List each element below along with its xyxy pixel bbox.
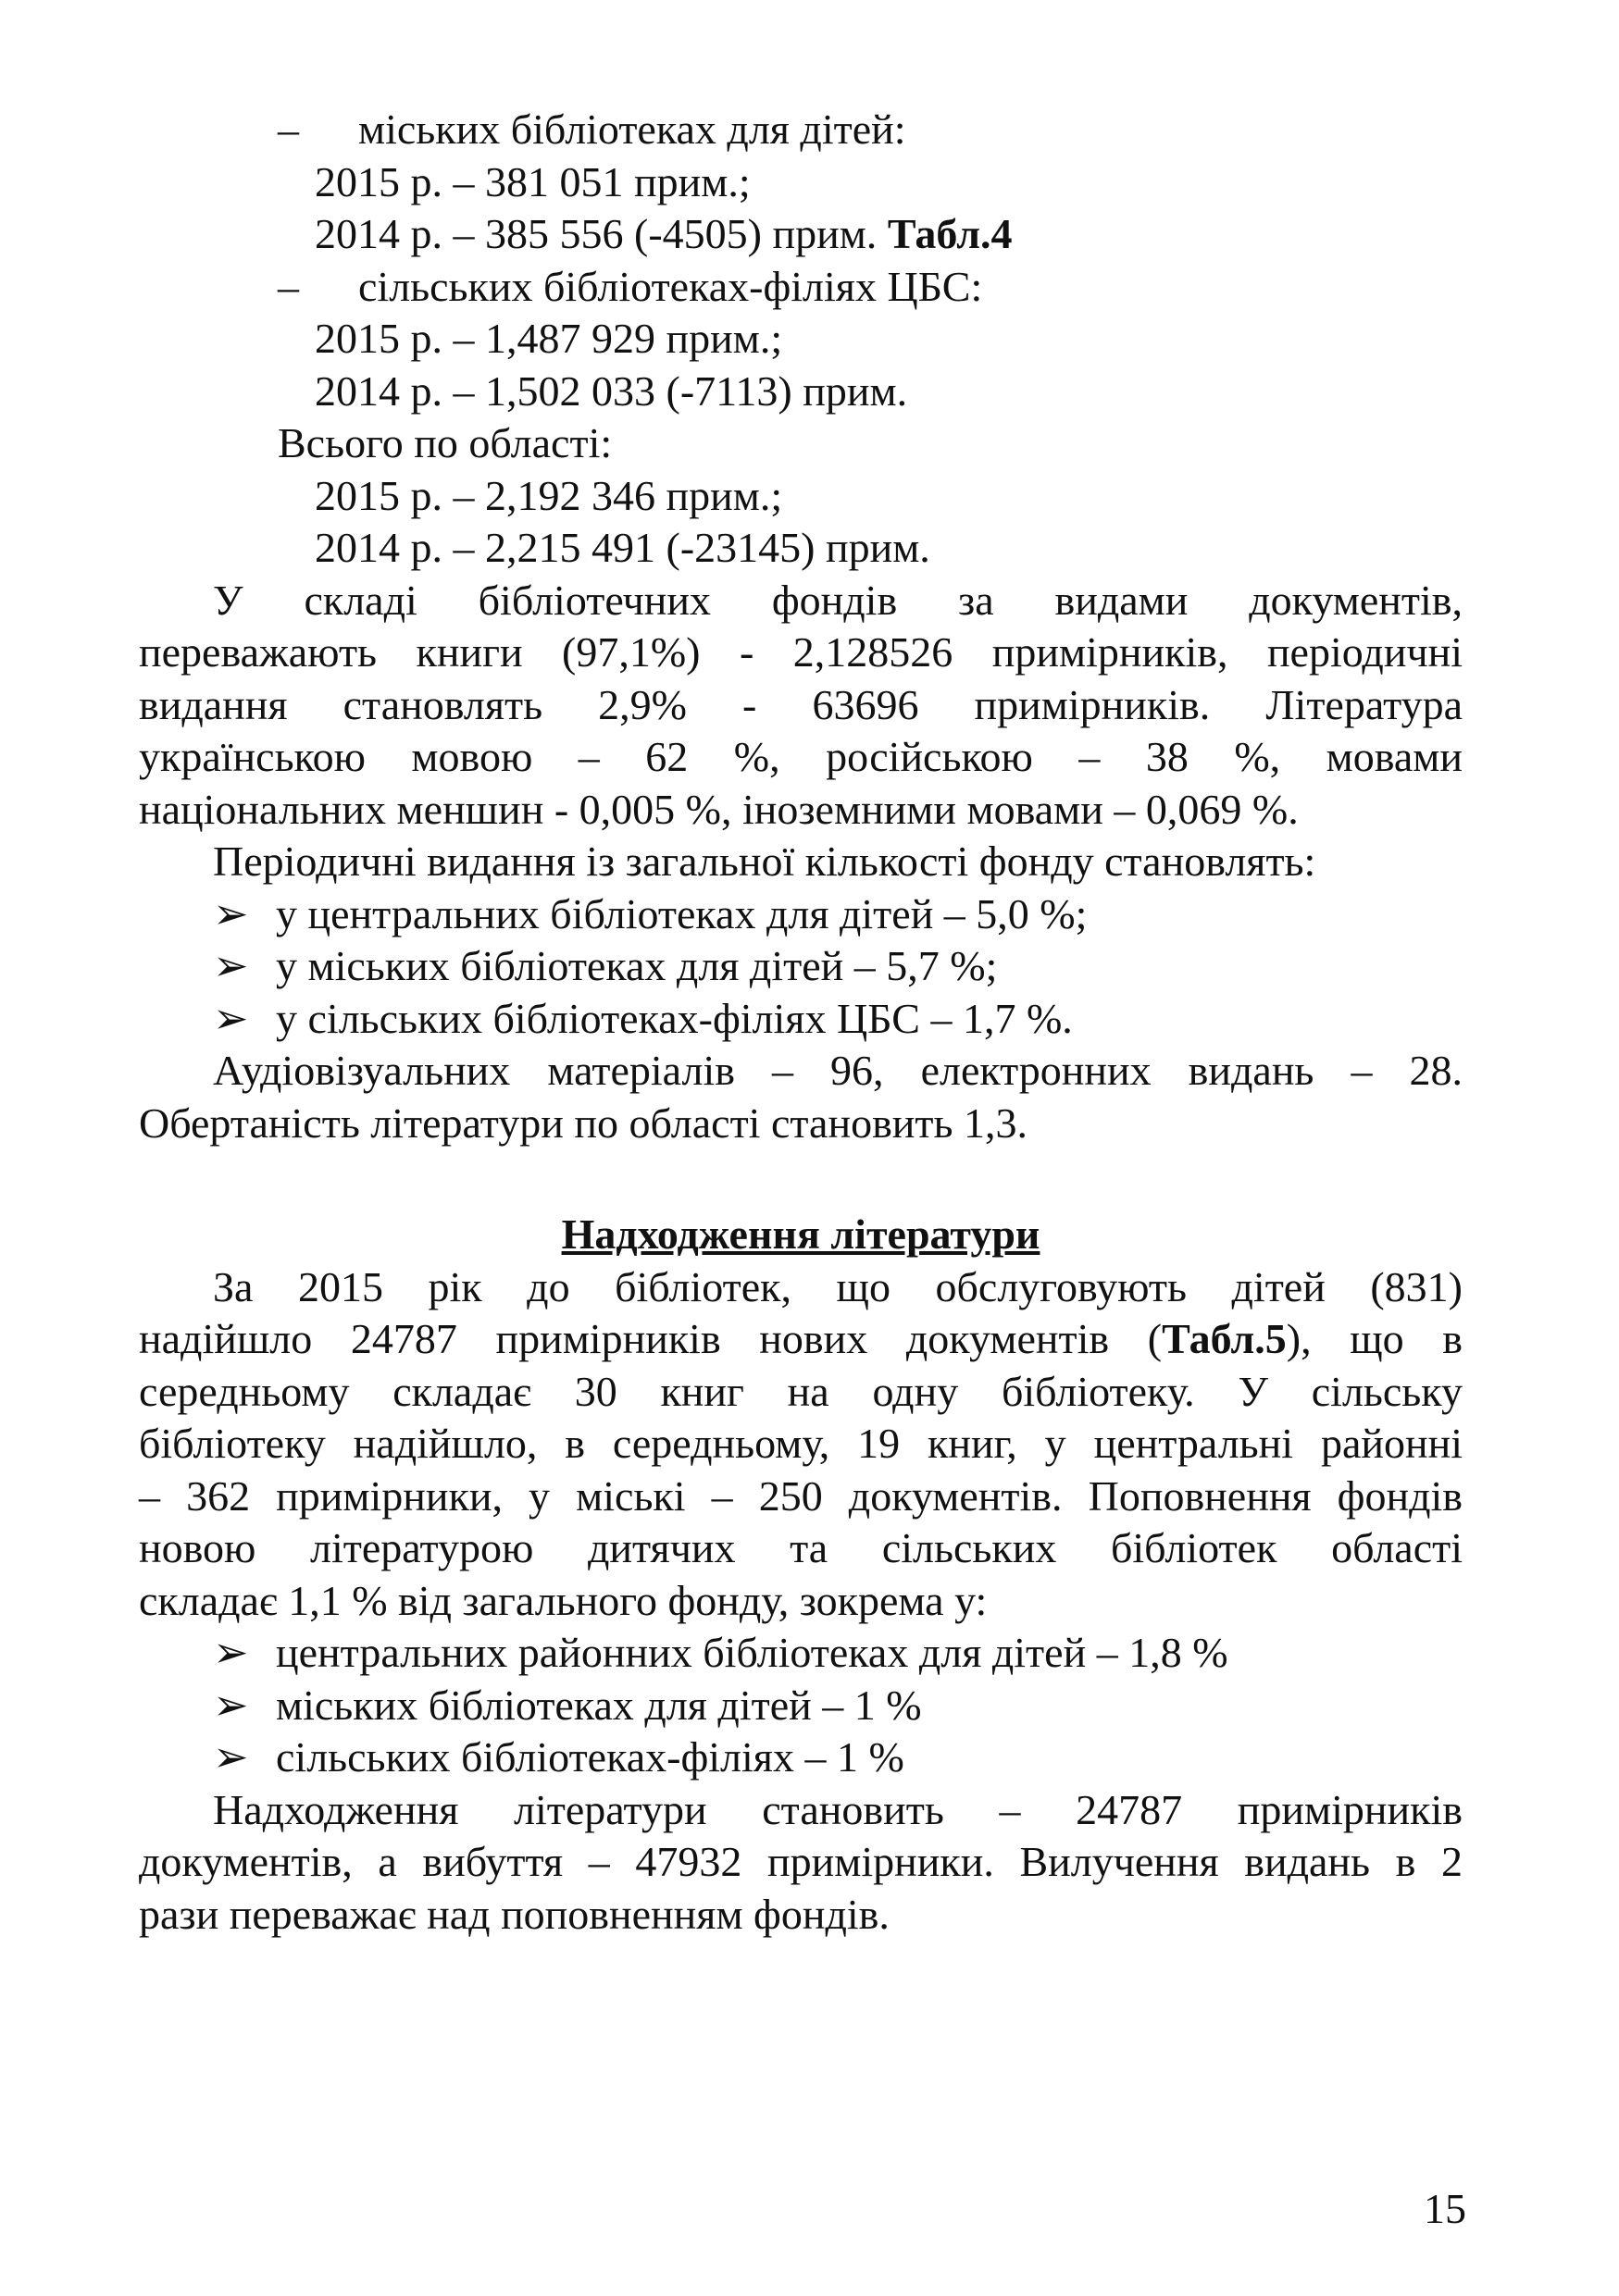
composition-line [139, 784, 1463, 837]
periodicals-item-text: у сільських бібліотеках-філіях ЦБС – 1,7 %. [276, 994, 1073, 1042]
intake-line [139, 1313, 1463, 1366]
fund-total-2014 [139, 522, 1463, 575]
page-number: 15 [1424, 2185, 1466, 2232]
dash-bullet: – [278, 262, 299, 310]
intake-item [139, 1680, 1463, 1732]
dash-bullet: – [278, 105, 299, 153]
periodicals-intro-line [139, 836, 1463, 888]
fund-total-2015-text: 2015 р. – 2,192 346 прим.; [315, 471, 783, 519]
table-4-ref: Табл.4 [887, 210, 1013, 257]
fund-rural-2015 [139, 313, 1463, 366]
fund-city-2014 [139, 208, 1463, 261]
intake-text-2 [139, 1313, 1463, 1366]
intake-text-2-before: надійшло 24787 примірників нових документів ( [139, 1315, 1163, 1362]
fund-total-2015 [139, 470, 1463, 523]
intake-line [139, 1575, 1463, 1628]
fund-city-2014-text [315, 208, 1013, 261]
periodicals-intro: Періодичні видання із загальної кількості фонду становлять: [213, 838, 1316, 885]
arrow-bullet-icon: ➢ [213, 1733, 249, 1781]
composition-text-4: українською мовою – 62 %, російською – 38 %, мовами [139, 733, 1463, 780]
conclusion-text-2: документів, а вибуття – 47932 примірники. Вилучення видань в 2 [139, 1838, 1463, 1885]
intake-line [139, 1261, 1463, 1314]
intake-text-2-after: ), що в [1286, 1315, 1463, 1362]
fund-rural-2015-text: 2015 р. – 1,487 929 прим.; [315, 315, 783, 362]
arrow-bullet-icon: ➢ [213, 889, 249, 937]
periodicals-item [139, 993, 1463, 1046]
periodicals-item-text: у міських бібліотеках для дітей – 5,7 %; [276, 942, 998, 989]
intake-item-text: міських бібліотеках для дітей – 1 % [276, 1681, 922, 1729]
composition-line [139, 627, 1463, 679]
composition-line [139, 731, 1463, 784]
intake-item-text: центральних районних бібліотеках для дітей – 1,8 % [276, 1629, 1228, 1676]
audiovisual-line [139, 1045, 1463, 1098]
composition-line [139, 575, 1463, 627]
periodicals-item [139, 940, 1463, 993]
fund-total-label: Всього по області: [278, 419, 613, 466]
conclusion-line [139, 1889, 1463, 1942]
page-body [139, 104, 1463, 1941]
fund-total-label-line [139, 417, 1463, 470]
arrow-bullet-icon: ➢ [213, 942, 249, 989]
arrow-bullet-icon: ➢ [213, 1681, 249, 1729]
section-gap [139, 1149, 1463, 1209]
fund-rural-line [139, 261, 1463, 314]
intake-line [139, 1366, 1463, 1419]
intake-text-7: складає 1,1 % від загального фонду, зокрема у: [139, 1576, 988, 1624]
conclusion-text-1: Надходження літератури становить – 24787 примірників [213, 1785, 1463, 1833]
conclusion-line [139, 1784, 1463, 1837]
intake-text-1: За 2015 рік до бібліотек, що обслуговують дітей (831) [213, 1262, 1463, 1310]
fund-total-2014-text: 2014 р. – 2,215 491 (-23145) прим. [315, 524, 930, 571]
composition-text-5: національних меншин - 0,005 %, іноземними мовами – 0,069 %. [139, 785, 1299, 833]
conclusion-line [139, 1836, 1463, 1889]
fund-city-label: міських бібліотеках для дітей: [358, 105, 906, 153]
composition-text-1: У складі бібліотечних фондів за видами документів, [213, 576, 1463, 624]
audiovisual-line [139, 1098, 1463, 1150]
periodicals-item-text: у центральних бібліотеках для дітей – 5,0 %; [276, 889, 1088, 937]
intake-text-5: – 362 примірники, у міські – 250 документів. Поповнення фондів [139, 1471, 1463, 1520]
intake-text-4: бібліотеку надійшло, в середньому, 19 книг, у центральні районні [139, 1420, 1463, 1467]
conclusion-text-3: рази переважає над поповненням фондів. [139, 1890, 890, 1938]
audiovisual-text-2: Обертаність літератури по області становить 1,3. [139, 1098, 1027, 1147]
intake-text-3: середньому складає 30 книг на одну бібліотеку. У сільську [139, 1367, 1463, 1415]
fund-city-2015 [139, 156, 1463, 209]
intake-item-text: сільських бібліотеках-філіях – 1 % [276, 1733, 904, 1781]
composition-text-2: переважають книги (97,1%) - 2,128526 примірників, періодичні [139, 628, 1463, 676]
fund-city-2015-text: 2015 р. – 381 051 прим.; [315, 157, 751, 205]
intake-item [139, 1731, 1463, 1784]
arrow-bullet-icon: ➢ [213, 994, 249, 1042]
fund-rural-2014-text: 2014 р. – 1,502 033 (-7113) прим. [315, 366, 908, 415]
composition-text-3: видання становлять 2,9% - 63696 примірників. Література [139, 680, 1463, 728]
fund-rural-2014 [139, 366, 1463, 418]
fund-city-line [139, 104, 1463, 156]
composition-line [139, 679, 1463, 732]
fund-city-2014-value: 2014 р. – 385 556 (-4505) прим. [315, 210, 878, 257]
fund-rural-label: сільських бібліотеках-філіях ЦБС: [358, 262, 983, 310]
intake-item [139, 1627, 1463, 1680]
audiovisual-text-1: Аудіовізуальних матеріалів – 96, електронних видань – 28. [213, 1047, 1463, 1094]
section-heading: Надходження літератури [561, 1210, 1040, 1258]
periodicals-item [139, 888, 1463, 941]
table-5-ref: Табл.5 [1162, 1315, 1287, 1362]
intake-line [139, 1471, 1463, 1523]
arrow-bullet-icon: ➢ [213, 1629, 249, 1676]
intake-text-6: новою літературою дитячих та сільських бібліотек області [139, 1524, 1463, 1571]
intake-line [139, 1522, 1463, 1575]
intake-line [139, 1418, 1463, 1471]
